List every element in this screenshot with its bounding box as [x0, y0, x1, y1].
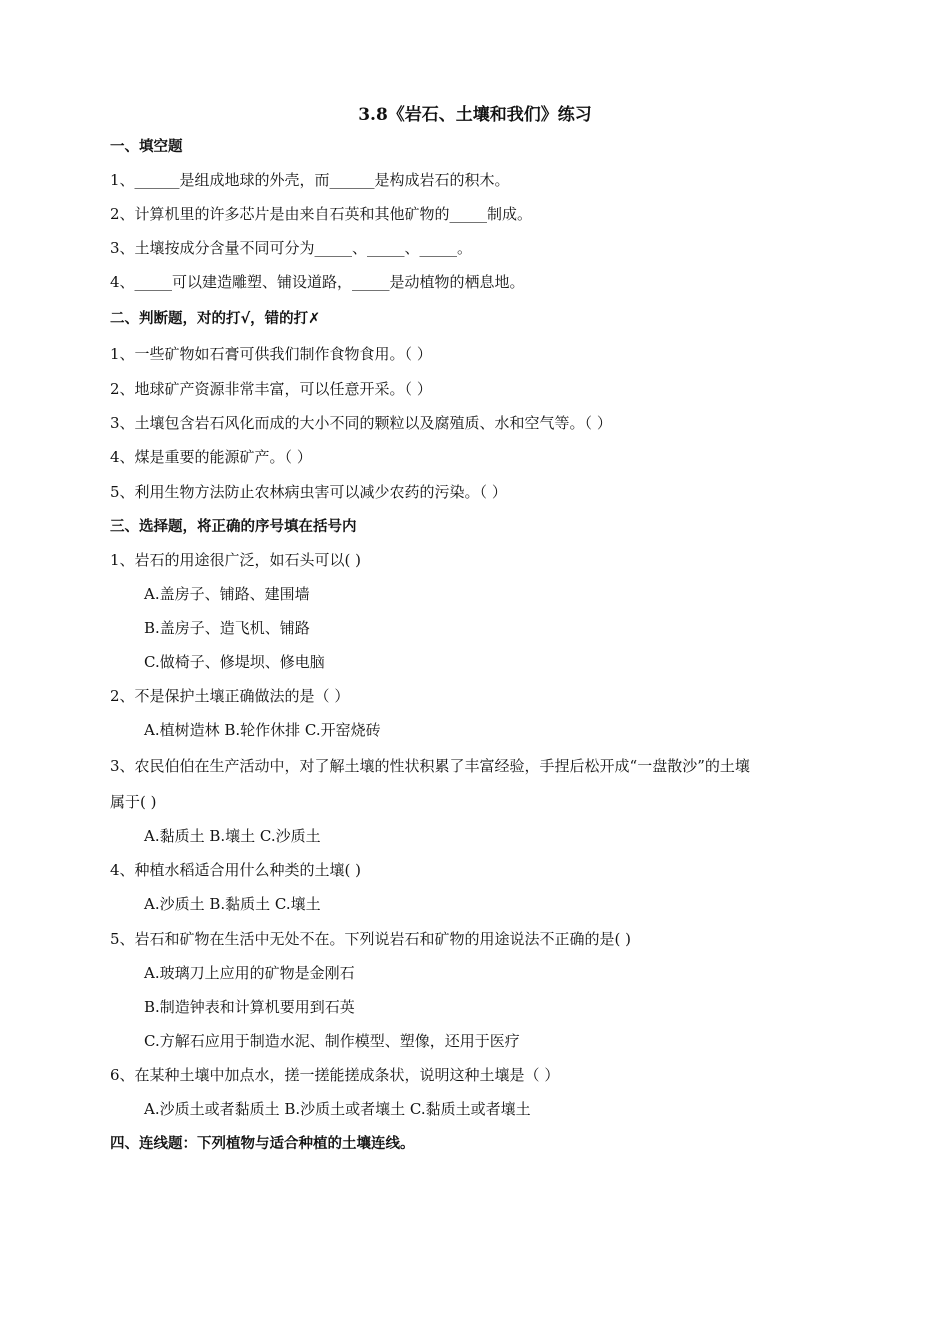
question: 1、岩石的用途很广泛，如石头可以( )	[110, 551, 362, 569]
choice-option: C.方解石应用于制造水泥、制作模型、塑像，还用于医疗	[144, 1032, 520, 1050]
choice-option: B.制造钟表和计算机要用到石英	[144, 998, 355, 1016]
choice-options: A.沙质土或者黏质土 B.沙质土或者壤土 C.黏质土或者壤土	[144, 1100, 531, 1118]
question: 2、不是保护土壤正确做法的是（ ）	[110, 687, 350, 705]
section-heading-fill-blank: 一、填空题	[110, 139, 183, 155]
list-item: 1、一些矿物如石膏可供我们制作食物食用。（ ）	[110, 345, 432, 363]
list-item: 5、利用生物方法防止农林病虫害可以减少农药的污染。（ ）	[110, 483, 507, 501]
list-item: 3、土壤包含岩石风化而成的大小不同的颗粒以及腐殖质、水和空气等。（ ）	[110, 414, 612, 432]
question: 4、种植水稻适合用什么种类的土壤( )	[110, 861, 362, 879]
question: 5、岩石和矿物在生活中无处不在。下列说岩石和矿物的用途说法不正确的是( )	[110, 930, 632, 948]
choice-options: A.沙质土 B.黏质土 C.壤土	[144, 895, 321, 913]
choice-option: A.盖房子、铺路、建围墙	[144, 585, 310, 603]
choice-options: A.黏质土 B.壤土 C.沙质土	[144, 827, 321, 845]
choice-option: C.做椅子、修堤坝、修电脑	[144, 653, 325, 671]
choice-option: A.玻璃刀上应用的矿物是金刚石	[144, 964, 355, 982]
question: 3、农民伯伯在生产活动中，对了解土壤的性状积累了丰富经验，手捏后松开成“一盘散沙”的土壤	[110, 757, 750, 775]
list-item: 2、地球矿产资源非常丰富，可以任意开采。（ ）	[110, 380, 432, 398]
section-heading-multiple-choice: 三、选择题，将正确的序号填在括号内	[110, 519, 357, 535]
question: 6、在某种土壤中加点水，搓一搓能搓成条状，说明这种土壤是（ ）	[110, 1066, 560, 1084]
list-item: 3、土壤按成分含量不同可分为_____、_____、_____。	[110, 239, 473, 257]
list-item: 2、计算机里的许多芯片是由来自石英和其他矿物的_____制成。	[110, 205, 533, 223]
list-item: 4、煤是重要的能源矿产。（ ）	[110, 448, 312, 466]
list-item: 1、______是组成地球的外壳，而______是构成岩石的积木。	[110, 171, 510, 189]
page-title: 3.8《岩石、土壤和我们》练习	[358, 105, 592, 125]
choice-options: A.植树造林 B.轮作休排 C.开窑烧砖	[144, 721, 381, 739]
list-item: 4、_____可以建造雕塑、铺设道路，_____是动植物的栖息地。	[110, 273, 525, 291]
section-heading-matching: 四、连线题：下列植物与适合种植的土壤连线。	[110, 1136, 415, 1152]
section-heading-true-false: 二、判断题，对的打√，错的打✗	[110, 311, 321, 327]
choice-option: B.盖房子、造飞机、铺路	[144, 619, 310, 637]
question-continued: 属于( )	[110, 793, 157, 811]
